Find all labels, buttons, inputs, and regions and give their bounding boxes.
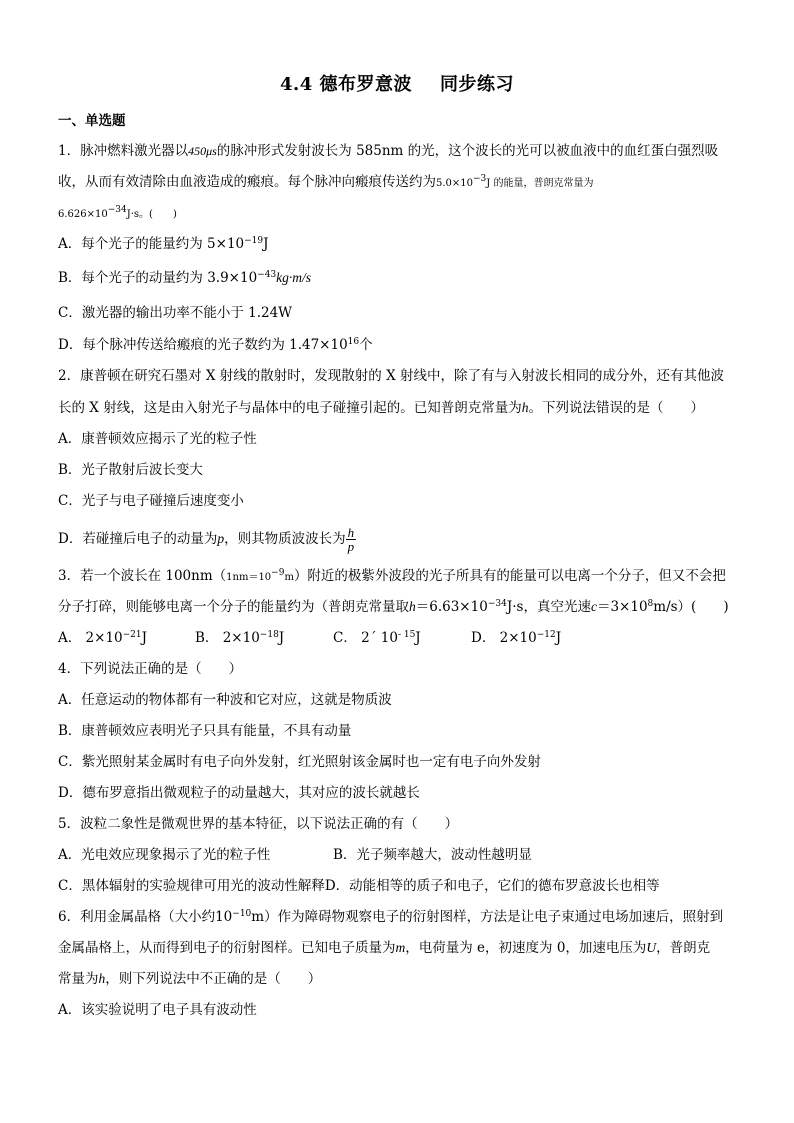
- q1-line-3: $6.626\times 10^{-34}J\cdot s$。( ): [58, 205, 177, 220]
- q4-option-a: A．任意运动的物体都有一种波和它对应，这就是物质波: [58, 692, 392, 708]
- q1-option-d: D．每个脉冲传送给瘢痕的光子数约为 $1.47\times 10^{16}$个: [58, 337, 373, 353]
- q5-options-ab: [58, 845, 532, 865]
- q2-line-1: 2．康普顿在研究石墨对 X 射线的散射时，发现散射的 X 射线中，除了有与入射波长相同的成分外，还有其他波: [58, 368, 724, 384]
- q3-option-b: B． $2\times 10^{-18}J$: [195, 630, 285, 646]
- q5-option-d: D．动能相等的质子和电子，它们的德布罗意波长也相等: [324, 878, 660, 894]
- q6-line-2: 金属晶格上，从而得到电子的衍射图样。已知电子质量为m，电荷量为 e，初速度为 0，加速电压为U，普朗克: [58, 940, 711, 956]
- q3-option-a: A． $2\times 10^{-21}J$: [58, 630, 148, 646]
- q3-option-c: C． 2´ $10^{- 15}J$: [333, 630, 421, 646]
- q6-line-1: 6．利用金属晶格（大小约$10^{-10}m$）作为障碍物观察电子的衍射图样，方法是让电子束通过电场加速后，照射到: [58, 909, 724, 925]
- q1-option-c: C．激光器的输出功率不能小于 1.24W: [58, 305, 293, 321]
- q2-option-b: B．光子散射后波长变大: [58, 462, 203, 478]
- q4-option-b: B．康普顿效应表明光子只具有能量，不具有动量: [58, 723, 352, 739]
- title-sub: 同步练习: [440, 74, 515, 95]
- q2-option-d: D．若碰撞后电子的动量为p，则其物质波波长为 $\frac{h}{p}$: [58, 525, 355, 554]
- q2-line-2: 长的 X 射线，这是由入射光子与晶体中的电子碰撞引起的。已知普朗克常量为h。下列说法错误的是（ ）: [58, 400, 704, 416]
- q1-option-b: B．每个光子的动量约为 $3.9\times 10^{-43}kg\cdot m/s$: [58, 270, 312, 286]
- q1-line-1: 1．脉冲燃料激光器以450μs的脉冲形式发射波长为 585nm 的光，这个波长的光可以被血液中的血红蛋白强烈吸: [58, 143, 719, 159]
- q2-option-a: A．康普顿效应揭示了光的粒子性: [58, 431, 257, 447]
- q5-stem: 5．波粒二象性是微观世界的基本特征，以下说法正确的有（ ）: [58, 816, 459, 832]
- section-heading: 一、单选题: [58, 113, 126, 129]
- q4-option-c: C．紫光照射某金属时有电子向外发射，红光照射该金属时也一定有电子向外发射: [58, 754, 541, 770]
- q4-option-d: D．德布罗意指出微观粒子的动量越大，其对应的波长就越长: [58, 785, 420, 801]
- q6-line-3: 常量为h，则下列说法中不正确的是（ ）: [58, 971, 322, 987]
- q5-option-b: B．光子频率越大，波动性越明显: [333, 847, 532, 863]
- q6-option-a: A．该实验说明了电子具有波动性: [58, 1002, 257, 1018]
- q5-option-a: A．光电效应现象揭示了光的粒子性: [58, 847, 271, 863]
- q3-line-2: 分子打碎，则能够电离一个分子的能量约为（普朗克常量取$h=6.63\times 10^{-34}J\cdot s$，真空光速$c=3\times 10^8m/s$）( ): [58, 599, 729, 615]
- page-title: [0, 70, 794, 96]
- q3-line-1: 3．若一个波长在 $100nm(1nm=10^{-9}m)$附近的极紫外波段的光子所具有的能量可以电离一个分子，但又不会把: [58, 568, 726, 584]
- wavelength-fraction: $\frac{h}{p}$: [347, 525, 355, 554]
- q4-stem: 4．下列说法正确的是（ ）: [58, 661, 243, 677]
- q1-line-2: 收，从而有效清除由血液造成的瘢痕。每个脉冲向瘢痕传送约为$5.0\times 10^{-3}J$ 的能量，普朗克常量为: [58, 174, 594, 190]
- q3-option-d: D． $2\times 10^{-12}J$: [471, 630, 562, 646]
- q1-option-a: A．每个光子的能量约为 $5\times 10^{-19}J$: [58, 236, 269, 252]
- q5-options-cd: [58, 876, 660, 896]
- q2-option-c: C．光子与电子碰撞后速度变小: [58, 493, 244, 509]
- q5-option-c: C．黑体辐射的实验规律可用光的波动性解释: [58, 878, 325, 894]
- title-main: 4.4 德布罗意波: [279, 74, 413, 95]
